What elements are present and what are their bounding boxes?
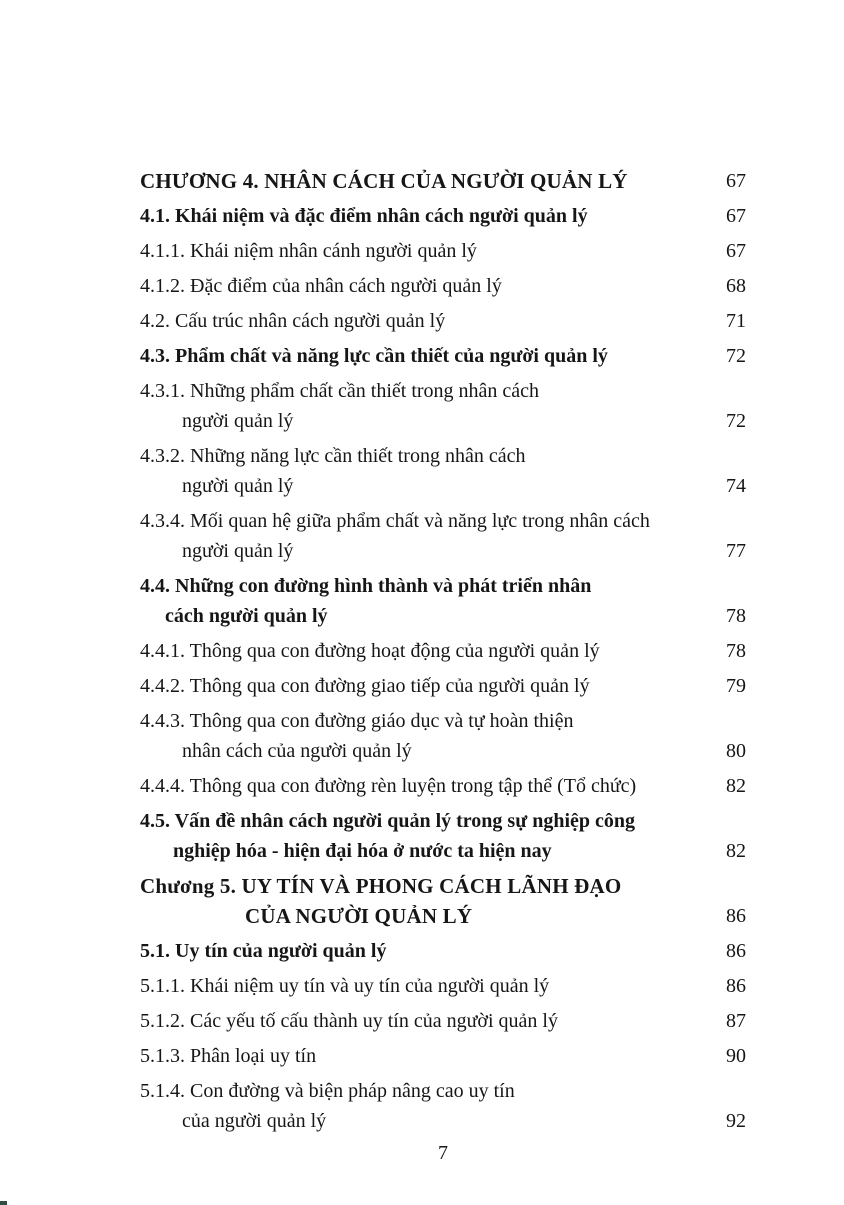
toc-entry-chapter-4 bbox=[140, 170, 746, 193]
toc-entry-text: 4.1.2. Đặc điểm của nhân cách người quản lý bbox=[140, 275, 502, 297]
toc-entry-text-continued: người quản lý bbox=[182, 475, 294, 497]
toc-entry-4-3-1 bbox=[140, 380, 746, 433]
toc-entry-text: 4.4.1. Thông qua con đường hoạt động của người quản lý bbox=[140, 640, 600, 662]
toc-entry-text: 4.1. Khái niệm và đặc điểm nhân cách người quản lý bbox=[140, 205, 588, 227]
toc-entry-text: 4.3.2. Những năng lực cần thiết trong nhân cách bbox=[140, 445, 526, 467]
toc-entry-4-1 bbox=[140, 205, 746, 228]
toc-entry-text-continued: CỦA NGƯỜI QUẢN LÝ bbox=[245, 904, 473, 928]
toc-entry-text: CHƯƠNG 4. NHÂN CÁCH CỦA NGƯỜI QUẢN LÝ bbox=[140, 169, 628, 193]
toc-entry-text-continued: nghiệp hóa - hiện đại hóa ở nước ta hiện nay bbox=[173, 840, 552, 862]
toc-entry-text: 4.2. Cấu trúc nhân cách người quản lý bbox=[140, 310, 446, 332]
toc-entry-4-3-4 bbox=[140, 510, 746, 563]
toc-entry-text-continued: cách người quản lý bbox=[165, 605, 328, 627]
toc-entry-text: 5.1.4. Con đường và biện pháp nâng cao uy tín bbox=[140, 1080, 515, 1102]
toc-entry-text-continued: của người quản lý bbox=[182, 1110, 327, 1132]
toc-entry-text: 4.3. Phẩm chất và năng lực cần thiết của người quản lý bbox=[140, 345, 608, 367]
toc-page-number: 78 bbox=[726, 640, 746, 662]
toc-page-number: 68 bbox=[726, 275, 746, 297]
toc-page-number: 67 bbox=[726, 205, 746, 227]
footer-page-number: 7 bbox=[438, 1142, 448, 1164]
toc-entry-text: 4.4. Những con đường hình thành và phát triển nhân bbox=[140, 575, 592, 597]
toc-entry-text: 4.4.3. Thông qua con đường giáo dục và tự hoàn thiện bbox=[140, 710, 574, 732]
table-of-contents bbox=[140, 170, 746, 1145]
toc-entry-5-1-3 bbox=[140, 1045, 746, 1068]
toc-page-number: 67 bbox=[726, 170, 746, 192]
toc-page-number: 90 bbox=[726, 1045, 746, 1067]
toc-entry-text: 4.4.2. Thông qua con đường giao tiếp của người quản lý bbox=[140, 675, 590, 697]
toc-page-number: 67 bbox=[726, 240, 746, 262]
toc-entry-text: 5.1.1. Khái niệm uy tín và uy tín của người quản lý bbox=[140, 975, 550, 997]
toc-entry-text: 5.1.3. Phân loại uy tín bbox=[140, 1045, 317, 1067]
toc-entry-5-1-4 bbox=[140, 1080, 746, 1133]
toc-entry-4-4-2 bbox=[140, 675, 746, 698]
toc-page-number: 87 bbox=[726, 1010, 746, 1032]
toc-entry-4-4-3 bbox=[140, 710, 746, 763]
toc-entry-text: Chương 5. UY TÍN VÀ PHONG CÁCH LÃNH ĐẠO bbox=[140, 874, 622, 898]
toc-entry-text-continued: người quản lý bbox=[182, 540, 294, 562]
toc-entry-4-3 bbox=[140, 345, 746, 368]
toc-page-number: 72 bbox=[726, 345, 746, 367]
toc-entry-4-4-4 bbox=[140, 775, 746, 798]
toc-entry-4-1-1 bbox=[140, 240, 746, 263]
toc-page-number: 86 bbox=[726, 905, 746, 927]
toc-entry-text: 4.1.1. Khái niệm nhân cánh người quản lý bbox=[140, 240, 477, 262]
toc-page-number: 77 bbox=[726, 540, 746, 562]
toc-page-number: 82 bbox=[726, 840, 746, 862]
toc-page-number: 72 bbox=[726, 410, 746, 432]
toc-entry-text: 4.3.1. Những phẩm chất cần thiết trong nhân cách bbox=[140, 380, 540, 402]
scan-edge-artifact bbox=[0, 1201, 7, 1205]
toc-page-number: 74 bbox=[726, 475, 746, 497]
toc-page-number: 78 bbox=[726, 605, 746, 627]
toc-page-number: 80 bbox=[726, 740, 746, 762]
toc-entry-text: 4.5. Vấn đề nhân cách người quản lý trong sự nghiệp công bbox=[140, 810, 636, 832]
toc-entry-4-2 bbox=[140, 310, 746, 333]
toc-entry-chapter-5 bbox=[140, 875, 746, 928]
toc-entry-4-4 bbox=[140, 575, 746, 628]
toc-page-number: 92 bbox=[726, 1110, 746, 1132]
toc-entry-5-1 bbox=[140, 940, 746, 963]
toc-page-number: 79 bbox=[726, 675, 746, 697]
toc-entry-text-continued: người quản lý bbox=[182, 410, 294, 432]
toc-entry-5-1-2 bbox=[140, 1010, 746, 1033]
toc-page-number: 82 bbox=[726, 775, 746, 797]
toc-entry-4-4-1 bbox=[140, 640, 746, 663]
toc-entry-4-3-2 bbox=[140, 445, 746, 498]
toc-page-number: 86 bbox=[726, 940, 746, 962]
toc-entry-text: 5.1.2. Các yếu tố cấu thành uy tín của người quản lý bbox=[140, 1010, 558, 1032]
toc-page-number: 86 bbox=[726, 975, 746, 997]
toc-entry-text: 4.3.4. Mối quan hệ giữa phẩm chất và năng lực trong nhân cách bbox=[140, 510, 650, 532]
toc-entry-text: 5.1. Uy tín của người quản lý bbox=[140, 940, 387, 962]
toc-page-number: 71 bbox=[726, 310, 746, 332]
toc-entry-4-1-2 bbox=[140, 275, 746, 298]
toc-entry-text-continued: nhân cách của người quản lý bbox=[182, 740, 412, 762]
toc-entry-5-1-1 bbox=[140, 975, 746, 998]
toc-entry-4-5 bbox=[140, 810, 746, 863]
toc-entry-text: 4.4.4. Thông qua con đường rèn luyện trong tập thể (Tổ chức) bbox=[140, 775, 637, 797]
